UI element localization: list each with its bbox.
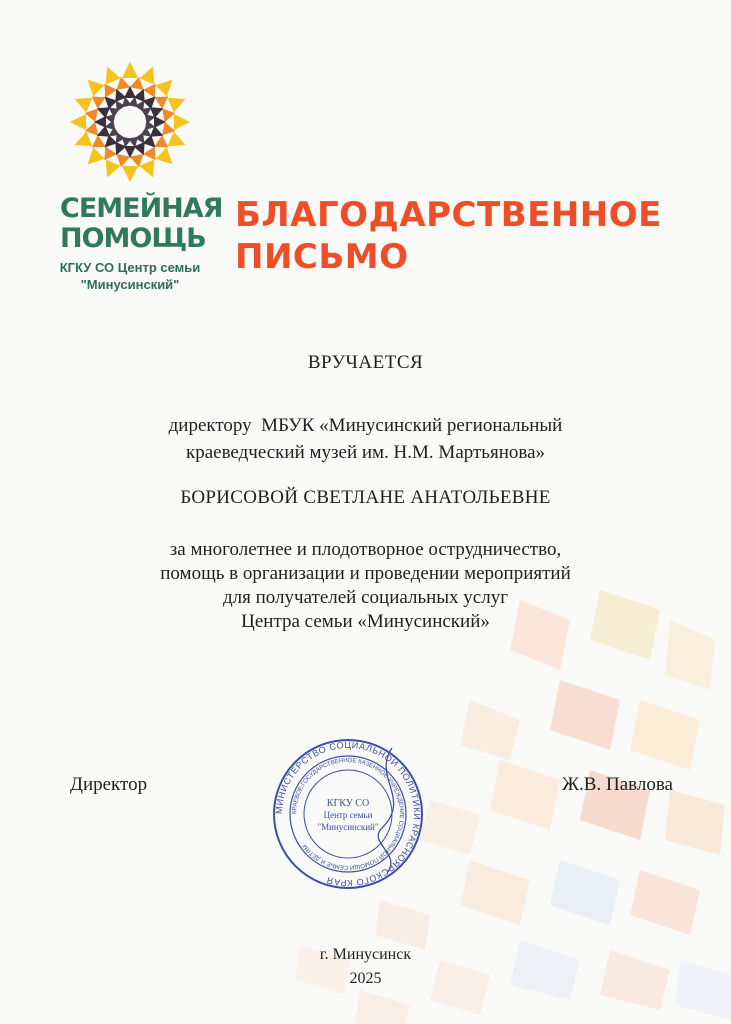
reason-line3: для получателей социальных услуг: [222, 587, 508, 608]
stamp-outer-text: МИНИСТЕРСТВО СОЦИАЛЬНОЙ ПОЛИТИКИ КРАСНОЯРСКОГО КРАЯ: [273, 739, 423, 889]
logo-title: [60, 193, 223, 254]
signatory-position: Директор: [70, 774, 148, 795]
recipient-line1: директору МБУК «Минусинский региональный: [168, 415, 563, 436]
stamp-center-line2: Центр семьи: [323, 810, 373, 820]
reason-line2: помощь в организации и проведении мероприятий: [160, 563, 571, 584]
recipient-position: [0, 412, 731, 466]
logo-title-line2: ПОМОЩЬ: [60, 223, 206, 254]
stamp-center-line1: КГКУ СО: [326, 798, 370, 809]
year: 2025: [349, 970, 382, 987]
logo-subtitle: [40, 259, 220, 293]
recipient-line2: краеведческий музей им. Н.М. Мартьянова»: [185, 442, 546, 463]
letter-footer: [0, 943, 731, 991]
gratitude-reason: [0, 538, 731, 634]
logo-subtitle-line1: КГКУ СО Центр семьи: [59, 260, 201, 275]
reason-line4: Центра семьи «Минусинский»: [241, 611, 490, 632]
stamp-center-line3: "Минусинский": [317, 822, 379, 832]
reason-line1: за многолетнее и плодотворное острудничество,: [169, 539, 562, 560]
sunflower-logo-icon: [68, 60, 192, 184]
city: г. Минусинск: [319, 946, 412, 963]
stamp-inner-text: КРАЕВОЕ ГОСУДАРСТВЕННОЕ КАЗЕННОЕ УЧРЕЖДЕНИЕ СОЦИАЛЬНОЙ ПОМОЩИ СЕМЬЕ И ДЕТЯМ: [291, 757, 405, 871]
recipient-name: БОРИСОВОЙ СВЕТЛАНЕ АНАТОЛЬЕВНЕ: [180, 487, 551, 508]
heading-line1: БЛАГОДАРСТВЕННОЕ: [235, 195, 662, 235]
awarded-label: ВРУЧАЕТСЯ: [307, 352, 424, 373]
logo-title-line1: СЕМЕЙНАЯ: [60, 193, 223, 224]
logo-subtitle-line2: "Минусинский": [80, 277, 180, 292]
letter-heading: [235, 194, 715, 278]
official-stamp-seal: [272, 738, 424, 890]
signatory-name: Ж.В. Павлова: [562, 774, 673, 795]
heading-line2: ПИСЬМО: [235, 237, 409, 277]
